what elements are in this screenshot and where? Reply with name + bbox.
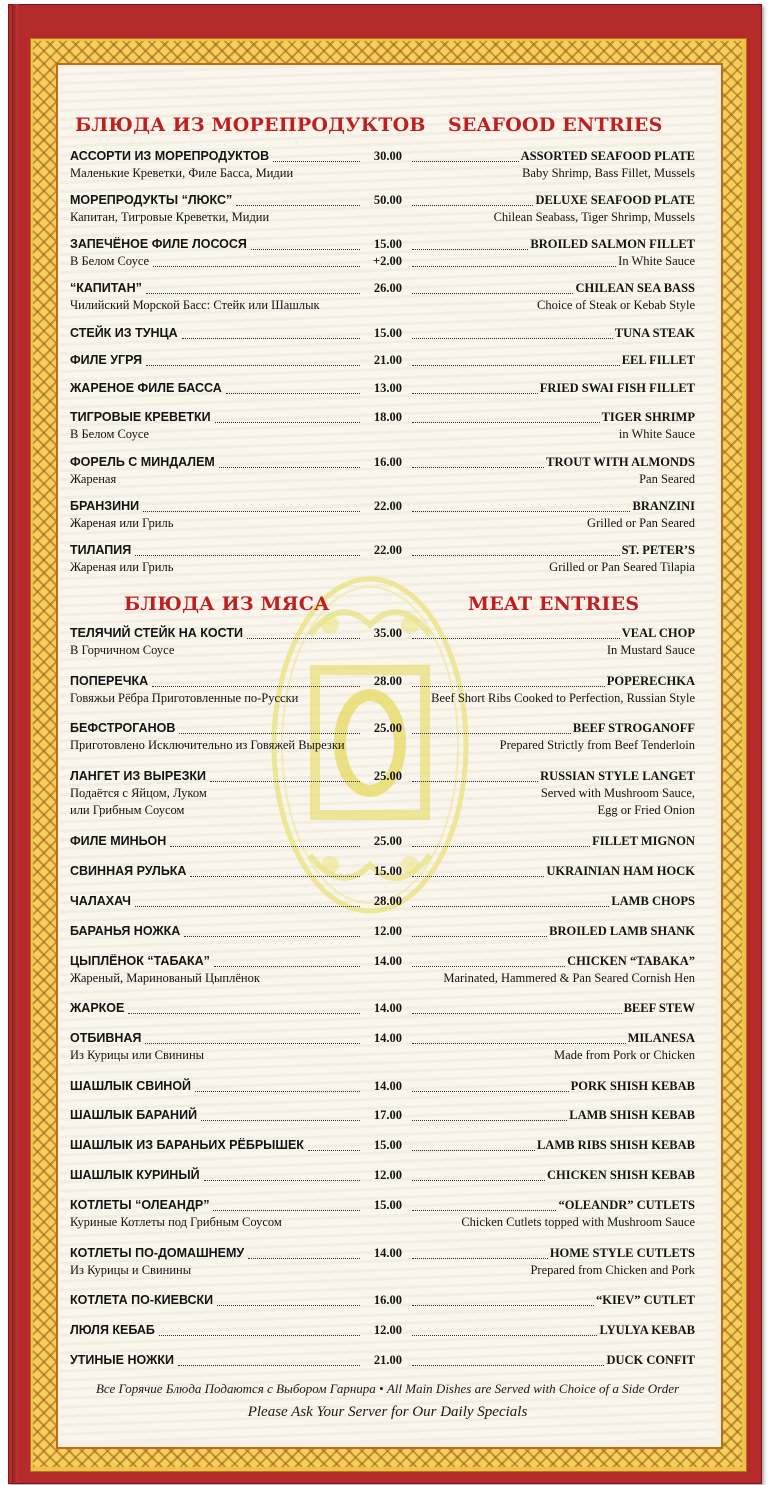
leader-dots-left: [248, 1246, 360, 1259]
leader-dots-right: [412, 455, 544, 468]
item-desc-ru: Приготовлено Исключительно из Говяжей Вырезки: [70, 738, 345, 752]
item-name-ru: АССОРТИ ИЗ МОРЕПРОДУКТОВ: [70, 149, 270, 163]
menu-fold: [12, 4, 18, 1482]
leader-dots-left: [146, 353, 360, 366]
item-desc-en: Grilled or Pan Seared: [587, 516, 695, 530]
item-name-en: BROILED SALMON FILLET: [530, 237, 695, 251]
item-price: 15.00: [373, 237, 402, 251]
leader-dots-extra: [153, 254, 360, 267]
item-name-en: CHICKEN “TABAKA”: [567, 954, 695, 968]
item-name-ru: ШАШЛЫК КУРИНЫЙ: [70, 1168, 200, 1182]
daily-specials-note: Please Ask Your Server for Our Daily Specials: [247, 1404, 528, 1420]
item-price: 50.00: [373, 193, 402, 207]
leader-dots-right: [412, 1168, 545, 1181]
item-desc-en: in White Sauce: [618, 427, 695, 441]
item-name-ru: БРАНЗИНИ: [70, 499, 140, 513]
leader-dots-right: [412, 924, 547, 937]
menu-item-row: [70, 1246, 695, 1277]
leader-dots-left: [159, 1323, 360, 1336]
item-name-ru: ЛАНГЕТ ИЗ ВЫРЕЗКИ: [70, 769, 207, 783]
item-name-en: MILANESA: [627, 1031, 695, 1045]
item-desc-ru: Из Курицы и Свинины: [70, 1263, 192, 1277]
item-name-ru: ШАШЛЫК ИЗ БАРАНЬИХ РЁБРЫШЕК: [70, 1138, 304, 1152]
leader-dots-right: [412, 626, 620, 639]
item-name-ru: КОТЛЕТЫ “ОЛЕАНДР”: [70, 1198, 210, 1212]
leader-dots-right: [412, 543, 620, 556]
menu-item-row: [70, 455, 695, 486]
leader-dots-right: [412, 1323, 597, 1336]
item-desc-ru: Говяжьи Рёбра Приготовленные по-Русски: [70, 691, 299, 705]
item-desc-ru: В Горчичном Соусе: [70, 643, 175, 657]
seafood-heading-ru: БЛЮДА ИЗ МОРЕПРОДУКТОВ: [75, 114, 426, 136]
leader-dots-right: [412, 499, 630, 512]
leader-dots-left: [182, 326, 360, 339]
leader-dots-left: [251, 237, 360, 250]
item-name-ru: УТИНЫЕ НОЖКИ: [70, 1353, 174, 1367]
leader-dots-right: [412, 410, 600, 423]
item-desc-ru: Жареная или Гриль: [70, 516, 174, 530]
item-price: 14.00: [373, 954, 402, 968]
leader-dots-right: [412, 281, 573, 294]
item-name-en: LAMB SHISH KEBAB: [569, 1108, 695, 1122]
leader-dots-left: [210, 769, 360, 782]
menu-item-row: [70, 721, 695, 752]
item-desc-ru: Чилийский Морской Басс: Стейк или Шашлык: [70, 298, 320, 312]
item-name-ru: КОТЛЕТА ПО-КИЕВСКИ: [70, 1293, 214, 1307]
leader-dots-right: [412, 1138, 535, 1151]
leader-dots-right: [412, 674, 605, 687]
leader-dots-left: [143, 499, 360, 512]
item-name-en: CHICKEN SHISH KEBAB: [547, 1168, 695, 1182]
leader-dots-right: [412, 721, 571, 734]
menu-item-row: [70, 543, 695, 574]
item-name-ru: ЖАРКОЕ: [70, 1001, 125, 1015]
item-name-ru: БАРАНЬЯ НОЖКА: [70, 924, 181, 938]
item-price: 16.00: [373, 1293, 402, 1307]
item-desc-ru: Жареная: [70, 472, 117, 486]
item-name-en: DUCK CONFIT: [606, 1353, 695, 1367]
leader-dots-left: [217, 1293, 360, 1306]
menu-item-row: [70, 1001, 695, 1019]
leader-dots-left: [179, 721, 360, 734]
item-price: 25.00: [373, 721, 402, 735]
leader-dots-left: [178, 1353, 360, 1366]
item-desc-en: Prepared from Chicken and Pork: [530, 1263, 695, 1277]
item-name-en: ST. PETER’S: [621, 543, 695, 557]
item-name-en: TUNA STEAK: [614, 326, 695, 340]
item-name-en: LAMB CHOPS: [611, 894, 695, 908]
item-desc-en: Made from Pork or Chicken: [554, 1048, 695, 1062]
leader-dots-left: [219, 455, 360, 468]
menu-item-row: [70, 1138, 695, 1156]
item-price: 14.00: [373, 1246, 402, 1260]
item-price: 28.00: [373, 894, 402, 908]
menu-item-row: [70, 1168, 695, 1186]
item-name-en: RUSSIAN STYLE LANGET: [540, 769, 695, 783]
item-price: 12.00: [373, 924, 402, 938]
item-name-en: POPERECHKA: [606, 674, 695, 688]
item-desc-en: In Mustard Sauce: [606, 643, 695, 657]
item-name-en: TIGER SHRIMP: [601, 410, 695, 424]
leader-dots-left: [146, 281, 360, 294]
item-desc-ru: Капитан, Тигровые Креветки, Мидии: [70, 210, 270, 224]
item-price: 21.00: [373, 1353, 402, 1367]
leader-dots-right: [412, 1079, 569, 1092]
leader-dots-right: [412, 1108, 567, 1121]
item-name-ru: БЕФСТРОГАНОВ: [70, 721, 176, 735]
leader-dots-right: [412, 237, 528, 250]
item-name-ru: КОТЛЕТЫ ПО-ДОМАШНЕМУ: [70, 1246, 245, 1260]
leader-dots-right: [412, 769, 538, 782]
item-name-ru: МОРЕПРОДУКТЫ “ЛЮКС”: [70, 193, 233, 207]
item-name-en: BEEF STROGANOFF: [572, 721, 695, 735]
item-desc-en: Marinated, Hammered & Pan Seared Cornish Hen: [443, 971, 695, 985]
item-name-ru: ТИГРОВЫЕ КРЕВЕТКИ: [70, 410, 211, 424]
item-name-ru: СВИННАЯ РУЛЬКА: [70, 864, 187, 878]
leader-dots-left: [195, 1079, 360, 1092]
item-name-ru: ЗАПЕЧЁНОЕ ФИЛЕ ЛОСОСЯ: [70, 237, 247, 251]
leader-dots-right: [412, 1246, 548, 1259]
menu-item-row: [70, 834, 695, 852]
leader-dots-right: [412, 1001, 622, 1014]
item-name-en: “OLEANDR” CUTLETS: [558, 1198, 695, 1212]
item-name-ru: ТЕЛЯЧИЙ СТЕЙК НА КОСТИ: [70, 626, 243, 640]
leader-dots-right: [412, 864, 544, 877]
menu-item-row: [70, 864, 695, 882]
menu-item-row: [70, 381, 695, 399]
leader-dots-left: [145, 1031, 360, 1044]
item-name-en: CHILEAN SEA BASS: [575, 281, 695, 295]
item-desc-en: Beef Short Ribs Cooked to Perfection, Russian Style: [431, 691, 695, 705]
item-price: 15.00: [373, 326, 402, 340]
menu-item-row: [70, 1293, 695, 1311]
item-price: 12.00: [373, 1168, 402, 1182]
item-name-ru: ФИЛЕ МИНЬОН: [70, 834, 167, 848]
leader-dots-extra-right: [412, 254, 616, 267]
leader-dots-left: [214, 954, 360, 967]
item-name-en: “KIEV” CUTLET: [596, 1293, 695, 1307]
menu-item-row: [70, 1198, 695, 1229]
item-name-ru: ШАШЛЫК БАРАНИЙ: [70, 1108, 198, 1122]
leader-dots-right: [412, 1293, 594, 1306]
leader-dots-right: [412, 1198, 556, 1211]
leader-dots-right: [412, 954, 565, 967]
item-name-ru: ЖАРЕНОЕ ФИЛЕ БАССА: [70, 381, 222, 395]
item-price: 13.00: [373, 381, 402, 395]
leader-dots-right: [412, 894, 609, 907]
item-desc-ru: В Белом Соусе: [70, 254, 150, 268]
menu-item-row: [70, 193, 695, 224]
item-price: 26.00: [373, 281, 402, 295]
item-name-en: LYULYA KEBAB: [599, 1323, 695, 1337]
leader-dots-left: [170, 834, 360, 847]
menu-item-row: [70, 326, 695, 344]
leader-dots-right: [412, 326, 613, 339]
leader-dots-left: [152, 674, 360, 687]
menu-item-row: [70, 410, 695, 441]
item-price: 35.00: [373, 626, 402, 640]
leader-dots-left: [135, 894, 360, 907]
item-desc-en-line2: Egg or Fried Onion: [597, 803, 695, 817]
item-desc-en: In White Sauce: [618, 254, 695, 268]
item-name-ru: ШАШЛЫК СВИНОЙ: [70, 1079, 192, 1093]
item-price: 18.00: [373, 410, 402, 424]
leader-dots-left: [190, 864, 360, 877]
menu-item-row: [70, 353, 695, 371]
leader-dots-left: [247, 626, 360, 639]
item-desc-ru: Маленькие Креветки, Филе Басса, Мидии: [70, 166, 294, 180]
item-price: 30.00: [373, 149, 402, 163]
item-name-ru: ТИЛАПИЯ: [70, 543, 132, 557]
item-price: 15.00: [373, 1138, 402, 1152]
leader-dots-left: [308, 1138, 360, 1151]
leader-dots-right: [412, 381, 538, 394]
meat-heading-en: MEAT ENTRIES: [468, 593, 640, 615]
item-name-en: LAMB RIBS SHISH KEBAB: [536, 1138, 695, 1152]
leader-dots-right: [412, 1031, 626, 1044]
leader-dots-left: [215, 410, 360, 423]
item-name-ru: ФОРЕЛЬ С МИНДАЛЕМ: [70, 455, 215, 469]
item-name-en: DELUXE SEAFOOD PLATE: [535, 193, 695, 207]
menu-item-row: [70, 1108, 695, 1126]
item-desc-ru: Жареный, Маринованый Цыплёнок: [70, 971, 260, 985]
item-name-en: BRANZINI: [632, 499, 695, 513]
item-name-en: FRIED SWAI FISH FILLET: [539, 381, 695, 395]
item-name-en: HOME STYLE CUTLETS: [549, 1246, 695, 1260]
menu-item-row: [70, 924, 695, 942]
menu-item-row: [70, 149, 695, 180]
menu-item-row: [70, 954, 695, 985]
menu-item-row: [70, 626, 695, 657]
item-name-en: VEAL CHOP: [621, 626, 695, 640]
menu-item-row: [70, 769, 695, 817]
item-name-ru: СТЕЙК ИЗ ТУНЦА: [70, 326, 178, 340]
item-price: 25.00: [373, 834, 402, 848]
leader-dots-left: [236, 193, 360, 206]
item-name-en: BEEF STEW: [623, 1001, 695, 1015]
item-name-ru: ПОПЕРЕЧКА: [70, 674, 149, 688]
item-name-ru: ОТБИВНАЯ: [70, 1031, 142, 1045]
item-price: 22.00: [373, 499, 402, 513]
item-price: 14.00: [373, 1001, 402, 1015]
item-price: 14.00: [373, 1079, 402, 1093]
menu-item-row: [70, 281, 695, 312]
leader-dots-right: [412, 834, 590, 847]
leader-dots-left: [128, 1001, 360, 1014]
menu-item-row: [70, 1079, 695, 1097]
leader-dots-left: [201, 1108, 360, 1121]
item-name-ru: ЦЫПЛЁНОК “ТАБАКА”: [70, 954, 210, 968]
item-desc-en: Grilled or Pan Seared Tilapia: [549, 560, 695, 574]
item-desc-en: Choice of Steak or Kebab Style: [537, 298, 695, 312]
leader-dots-right: [412, 353, 620, 366]
seafood-heading-en: SEAFOOD ENTRIES: [448, 114, 663, 136]
item-desc-ru: Подаётся с Яйцом, Луком: [70, 786, 207, 800]
item-desc-ru: Куриные Котлеты под Грибным Соусом: [70, 1215, 282, 1229]
leader-dots-right: [412, 1353, 604, 1366]
item-name-ru: ЛЮЛЯ КЕБАБ: [70, 1323, 155, 1337]
item-price: 21.00: [373, 353, 402, 367]
item-name-en: EEL FILLET: [621, 353, 695, 367]
menu-item-row: [70, 1353, 695, 1371]
menu-item-row: [70, 237, 695, 268]
menu-item-row: [70, 1323, 695, 1341]
leader-dots-left: [213, 1198, 360, 1211]
leader-dots-left: [135, 543, 360, 556]
item-name-en: BROILED LAMB SHANK: [549, 924, 695, 938]
item-desc-en: Baby Shrimp, Bass Fillet, Mussels: [522, 166, 695, 180]
item-price: 28.00: [373, 674, 402, 688]
item-price: 25.00: [373, 769, 402, 783]
item-name-en: FILLET MIGNON: [592, 834, 695, 848]
item-desc-ru: Из Курицы или Свинины: [70, 1048, 205, 1062]
meat-heading-ru: БЛЮДА ИЗ МЯСА: [124, 593, 330, 615]
menu-item-row: [70, 499, 695, 530]
item-desc-en: Pan Seared: [639, 472, 695, 486]
leader-dots-left: [226, 381, 360, 394]
item-desc-ru-line2: или Грибным Соусом: [70, 803, 185, 817]
leader-dots-right: [412, 193, 533, 206]
menu-item-row: [70, 674, 695, 705]
item-price: 16.00: [373, 455, 402, 469]
item-desc-en: Chicken Cutlets topped with Mushroom Sauce: [461, 1215, 695, 1229]
item-price: 12.00: [373, 1323, 402, 1337]
leader-dots-left: [273, 149, 360, 162]
item-price: 15.00: [373, 1198, 402, 1212]
item-desc-en: Prepared Strictly from Beef Tenderloin: [499, 738, 695, 752]
item-name-en: ASSORTED SEAFOOD PLATE: [520, 149, 695, 163]
menu-item-row: [70, 1031, 695, 1062]
side-order-note: Все Горячие Блюда Подаются с Выбором Гарнира • All Main Dishes are Served with Choice of a Side Order: [95, 1381, 680, 1396]
item-name-ru: ЧАЛАХАЧ: [70, 894, 131, 908]
item-price-extra: +2.00: [373, 254, 402, 268]
item-name-ru: “КАПИТАН”: [70, 281, 142, 295]
menu-item-row: [70, 894, 695, 912]
leader-dots-left: [204, 1168, 360, 1181]
item-desc-ru: Жареная или Гриль: [70, 560, 174, 574]
leader-dots-right: [412, 149, 519, 162]
item-price: 14.00: [373, 1031, 402, 1045]
leader-dots-left: [184, 924, 360, 937]
item-name-ru: ФИЛЕ УГРЯ: [70, 353, 143, 367]
item-desc-en: Served with Mushroom Sauce,: [540, 786, 695, 800]
item-price: 17.00: [373, 1108, 402, 1122]
item-desc-ru: В Белом Соусе: [70, 427, 150, 441]
item-price: 15.00: [373, 864, 402, 878]
item-name-en: TROUT WITH ALMONDS: [546, 455, 695, 469]
item-name-en: UKRAINIAN HAM HOCK: [546, 864, 695, 878]
item-name-en: PORK SHISH KEBAB: [570, 1079, 695, 1093]
item-desc-en: Chilean Seabass, Tiger Shrimp, Mussels: [493, 210, 695, 224]
item-price: 22.00: [373, 543, 402, 557]
